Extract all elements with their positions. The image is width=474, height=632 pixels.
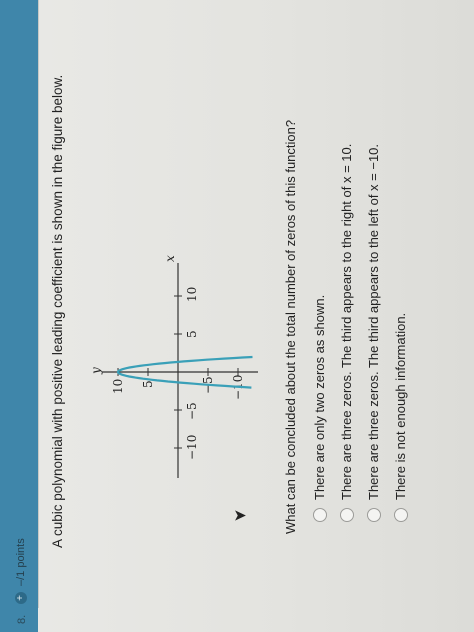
x-tick-label: −5 [185,402,199,420]
answer-option-4[interactable] [387,144,414,522]
radio-button[interactable] [367,508,381,522]
option-label: There is not enough information. [393,312,408,500]
option-label: There are only two zeros as shown. [312,294,327,500]
question-text: What can be concluded about the total number of zeros of this function? [283,119,298,534]
answer-option-1[interactable] [306,144,333,522]
question-number: 8. [16,614,28,624]
question-prompt: A cubic polynomial with positive leading coefficient is shown in the figure below. [50,74,65,548]
x-axis-label: x [163,255,177,262]
radio-button[interactable] [394,508,408,522]
answer-option-3[interactable] [360,144,387,522]
y-tick-label: 5 [141,380,155,388]
option-label: There are three zeros. The third appears to the left of x = −10. [366,143,381,500]
graph-svg [90,248,265,488]
mouse-cursor-icon: ➤ [233,507,247,525]
y-axis-label: y [90,367,103,374]
x-tick-label: −10 [185,434,199,460]
radio-button[interactable] [340,508,354,522]
points-label: –/1 points [15,538,27,586]
answer-option-2[interactable] [333,144,360,522]
y-tick-label: −10 [231,374,245,400]
x-tick-label: 10 [185,286,199,302]
y-tick-label: −5 [201,376,215,394]
divider [38,0,39,608]
y-tick-label: 10 [111,378,125,394]
cubic-graph [90,248,265,488]
plus-circle-icon[interactable]: + [15,592,27,604]
x-tick-label: 5 [185,330,199,338]
answer-options [306,144,414,522]
radio-button[interactable] [313,508,327,522]
option-label: There are three zeros. The third appears to the right of x = 10. [339,143,354,500]
